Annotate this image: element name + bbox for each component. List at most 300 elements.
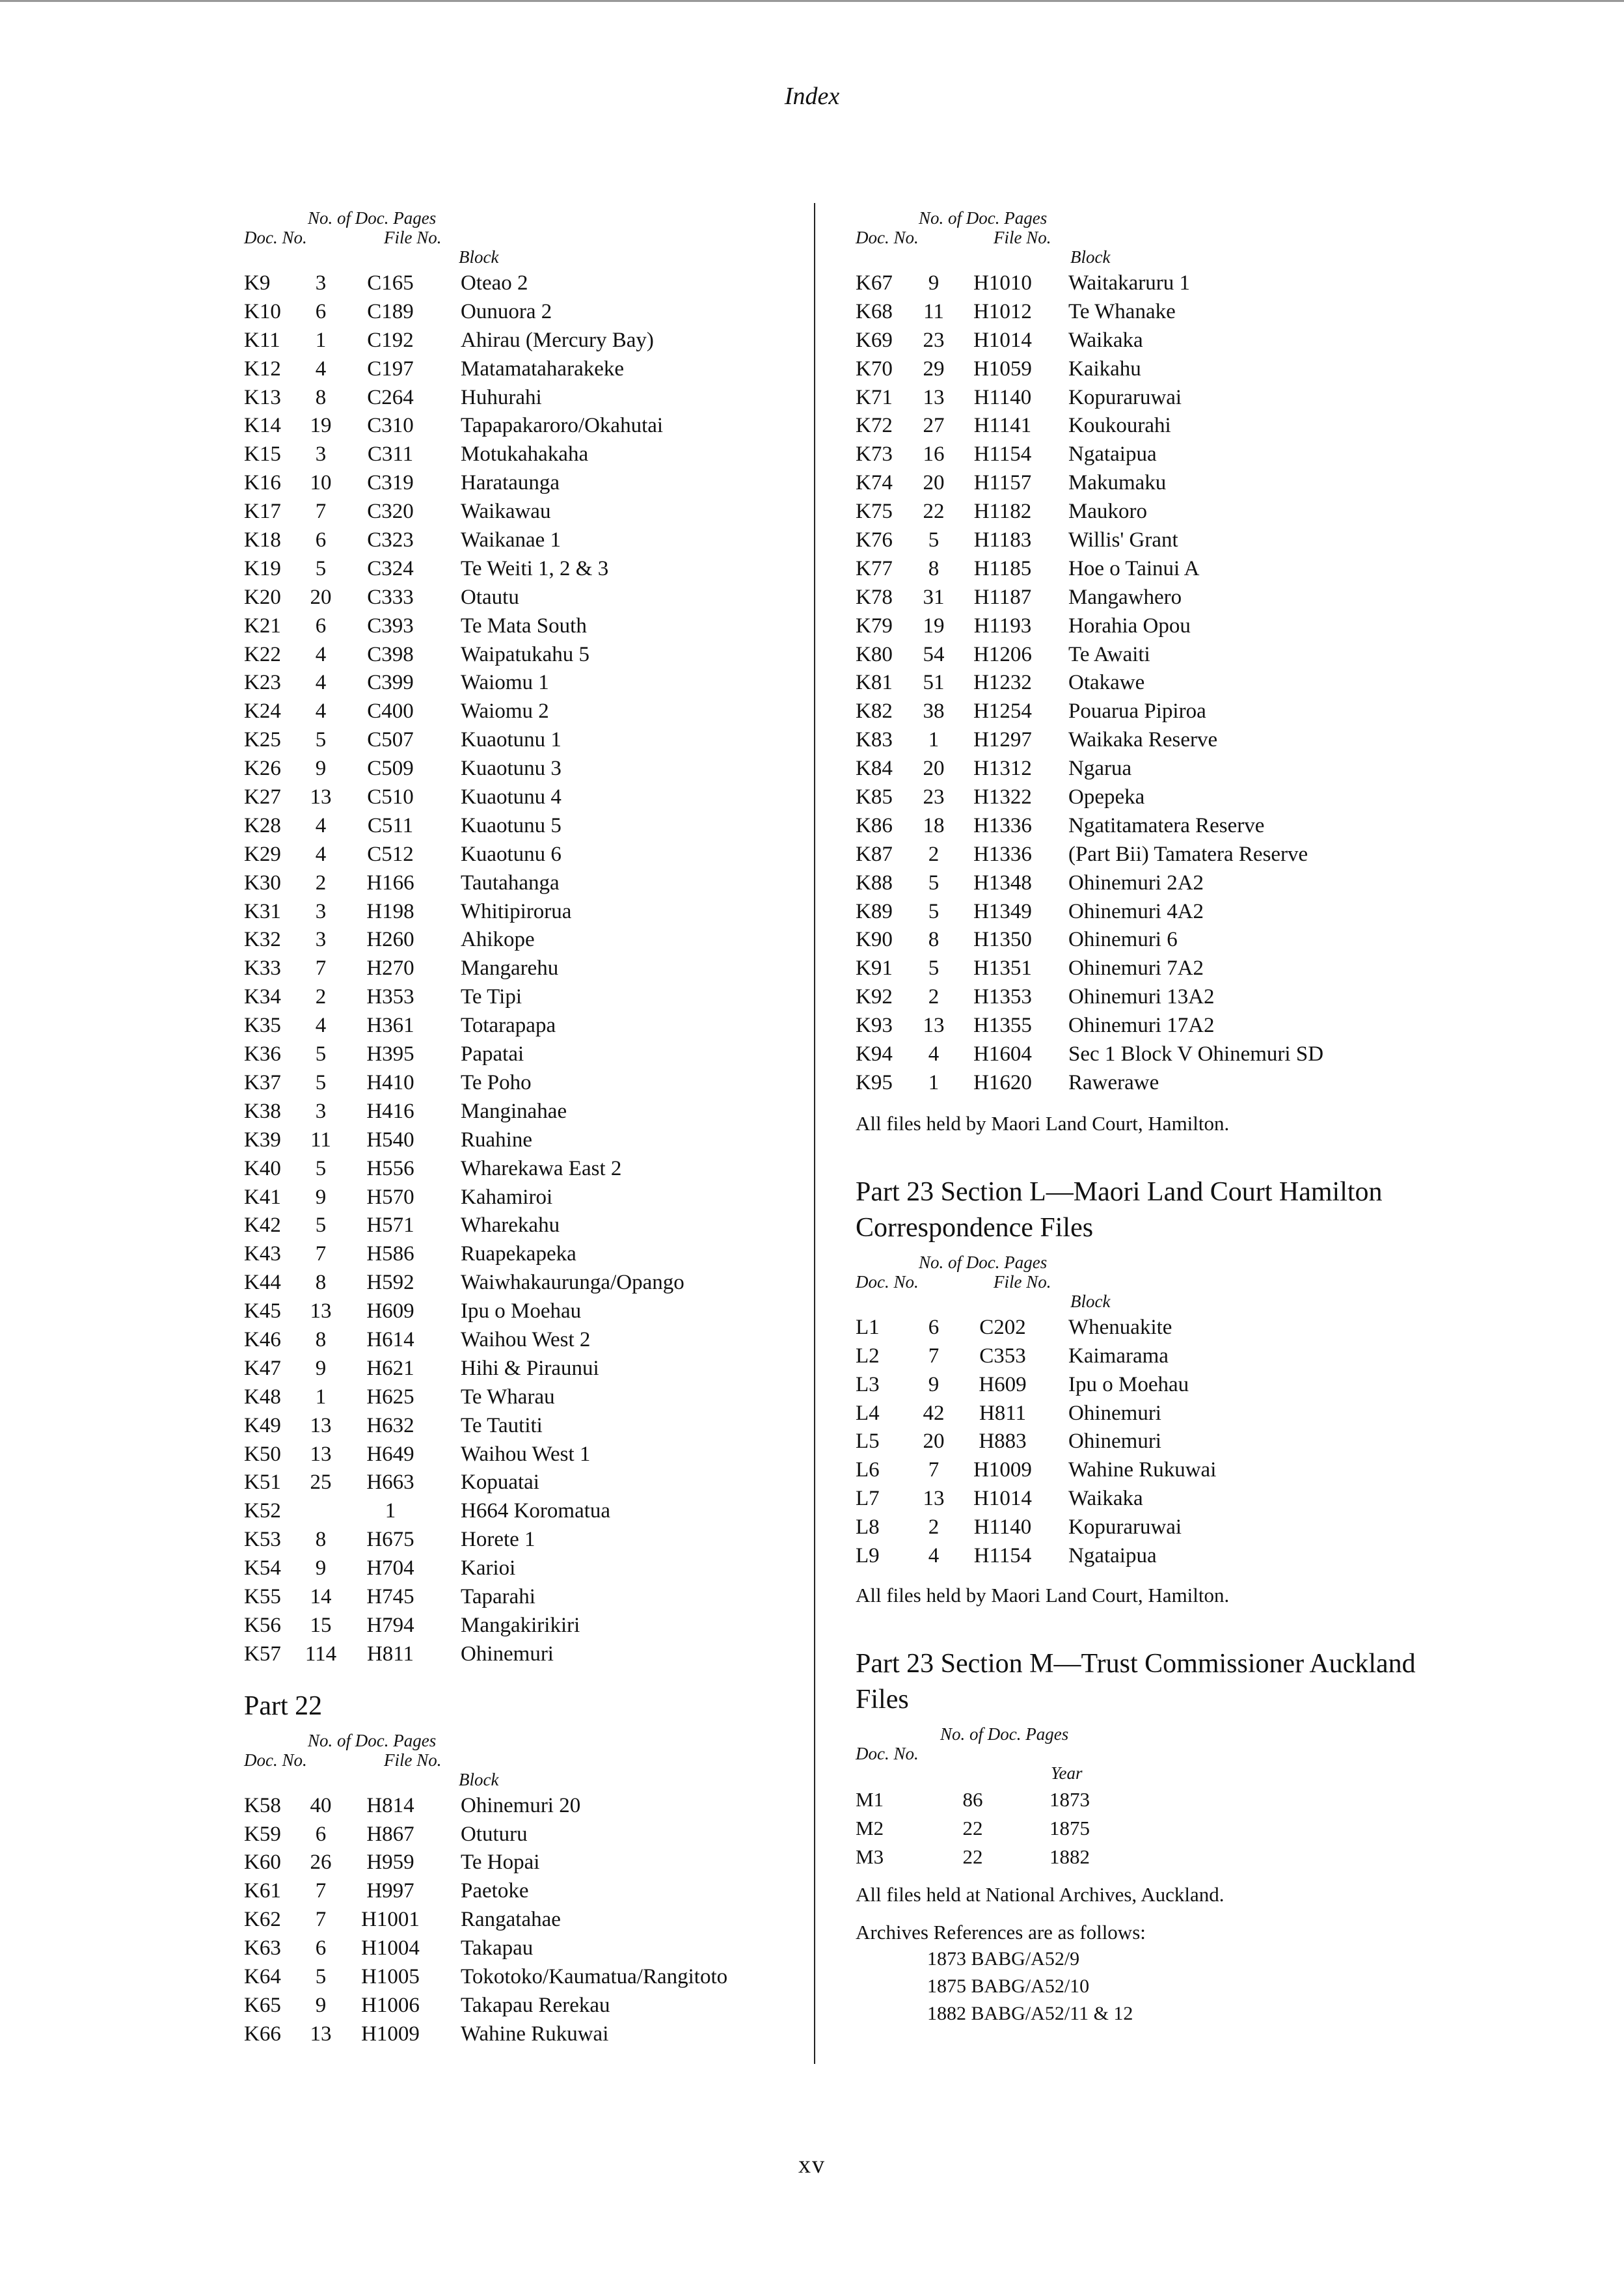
- page-count: 4: [928, 1543, 940, 1567]
- table-row: [856, 1513, 1441, 1542]
- table-row: [244, 1497, 791, 1526]
- note-l-files: All files held by Maori Land Court, Hamilton.: [856, 1583, 1230, 1607]
- block-name: Matamataharakeke: [461, 357, 625, 381]
- page-count: 114: [304, 1642, 337, 1666]
- page-count: 22: [962, 1845, 983, 1868]
- page-count: 7: [928, 1458, 940, 1482]
- block-name: Te Mata South: [461, 614, 587, 638]
- block-name: Mangarehu: [461, 956, 559, 981]
- doc-number: K71: [856, 385, 893, 409]
- file-number: C393: [367, 614, 414, 638]
- table-row: [244, 1469, 791, 1497]
- page-count: 6: [315, 614, 327, 638]
- doc-number: K31: [244, 899, 281, 923]
- block-name: Ohinemuri 13A2: [1068, 985, 1215, 1009]
- page-count: 20: [923, 1430, 945, 1454]
- block-name: Totarapapa: [461, 1014, 556, 1038]
- block-name: Te Tipi: [461, 985, 522, 1009]
- page-count: 13: [310, 785, 332, 809]
- page-count: 42: [923, 1401, 945, 1425]
- table-row: [856, 1400, 1441, 1428]
- file-number: H609: [366, 1299, 414, 1323]
- block-name: Waiomu 1: [461, 671, 549, 695]
- doc-number: M2: [856, 1816, 884, 1839]
- block-name: Wharekahu: [461, 1214, 560, 1238]
- table-row: [244, 926, 791, 955]
- file-number: H1193: [973, 614, 1032, 638]
- table-row: [244, 1934, 791, 1963]
- doc-number: K68: [856, 299, 893, 323]
- table-row: [856, 841, 1441, 869]
- block-name: Kuaotunu 6: [461, 842, 562, 866]
- page-count: 9: [315, 1556, 327, 1580]
- table-row: [244, 298, 791, 327]
- block-name: Wharekawa East 2: [461, 1156, 622, 1180]
- table-row: [244, 1212, 791, 1240]
- file-number: H704: [366, 1556, 414, 1580]
- doc-number: K67: [856, 271, 893, 295]
- block-name: Papatai: [461, 1042, 524, 1066]
- page-count: 9: [928, 1372, 940, 1396]
- page-count: 16: [923, 442, 945, 467]
- doc-number: K41: [244, 1185, 281, 1209]
- table-row: [856, 869, 1441, 898]
- page-count: 5: [928, 899, 940, 923]
- doc-number: K27: [244, 785, 281, 809]
- block-name: Willis' Grant: [1068, 528, 1178, 552]
- table-row: [244, 1906, 791, 1934]
- file-number: C264: [367, 385, 414, 409]
- table-row: [244, 469, 791, 498]
- doc-number: K60: [244, 1851, 281, 1875]
- block-name: Ohinemuri 20: [461, 1793, 581, 1817]
- page-count: 13: [310, 1299, 332, 1323]
- block-name: Ohinemuri 2A2: [1068, 871, 1204, 895]
- doc-number: K80: [856, 642, 893, 666]
- page-count: 2: [928, 1515, 940, 1539]
- file-number: H1353: [973, 985, 1032, 1009]
- table-row: [244, 1155, 791, 1184]
- doc-number: L4: [856, 1401, 880, 1425]
- table-row: [244, 526, 791, 555]
- table-row: [244, 1526, 791, 1554]
- doc-number: K10: [244, 299, 281, 323]
- doc-number: K20: [244, 585, 281, 609]
- note-k-files: All files held by Maori Land Court, Hamilton.: [856, 1111, 1230, 1135]
- table-row: [244, 983, 791, 1012]
- doc-number: K26: [244, 757, 281, 781]
- col-doc-no: Doc. No.: [856, 1271, 919, 1292]
- doc-number: K56: [244, 1613, 281, 1637]
- table-row: [244, 1583, 791, 1612]
- block-name: Waihou West 1: [461, 1442, 591, 1466]
- table-row: [856, 1843, 1441, 1871]
- page-count: 5: [315, 1042, 327, 1066]
- page-count: 4: [315, 642, 327, 666]
- table-row: [856, 755, 1441, 783]
- doc-number: L8: [856, 1515, 880, 1539]
- doc-number: K25: [244, 728, 281, 752]
- file-number: H1183: [973, 528, 1032, 552]
- block-name: Huhurahi: [461, 385, 542, 409]
- doc-number: L1: [856, 1315, 880, 1339]
- block-name: Kuaotunu 4: [461, 785, 562, 809]
- doc-number: K88: [856, 871, 893, 895]
- doc-number: K51: [244, 1471, 281, 1495]
- table-row: [244, 384, 791, 413]
- file-number: H1336: [973, 842, 1032, 866]
- file-number: H811: [979, 1401, 1027, 1425]
- file-number: C192: [367, 328, 414, 352]
- page-count: 8: [315, 1327, 327, 1351]
- file-number: C512: [367, 842, 414, 866]
- block-name: Takapau Rerekau: [461, 1993, 610, 2017]
- block-name: (Part Bii) Tamatera Reserve: [1068, 842, 1308, 866]
- doc-number: K89: [856, 899, 893, 923]
- table-row: [856, 269, 1441, 298]
- doc-number: K50: [244, 1442, 281, 1466]
- block-name: Tokotoko/Kaumatua/Rangitoto: [461, 1964, 728, 1988]
- block-name: Ruapekapeka: [461, 1242, 576, 1266]
- table-row: [244, 1992, 791, 2020]
- file-number: H1620: [973, 1070, 1032, 1094]
- block-name: Waikaka: [1068, 1487, 1143, 1511]
- file-number: H1005: [361, 1964, 420, 1988]
- doc-number: K36: [244, 1042, 281, 1066]
- doc-number: K12: [244, 357, 281, 381]
- left-column-headers: [244, 202, 791, 269]
- table-row: [244, 412, 791, 441]
- doc-number: K62: [244, 1908, 281, 1932]
- file-number: H1254: [973, 699, 1032, 724]
- part22-headers: [244, 1724, 791, 1792]
- doc-number: K23: [244, 671, 281, 695]
- block-name: Hihi & Piraunui: [461, 1356, 599, 1380]
- table-row: [244, 269, 791, 298]
- page-count: 29: [923, 357, 945, 381]
- table-row: [244, 1412, 791, 1441]
- block-name: Ngarua: [1068, 757, 1132, 781]
- block-name: Waiwhakaurunga/Opango: [461, 1271, 684, 1295]
- doc-number: K65: [244, 1993, 281, 2017]
- page-count: 9: [928, 271, 940, 295]
- file-number: C507: [367, 728, 414, 752]
- file-number: H997: [366, 1879, 414, 1903]
- doc-number: K82: [856, 699, 893, 724]
- doc-number: K18: [244, 528, 281, 552]
- file-number: C323: [367, 528, 414, 552]
- page-count: 8: [928, 928, 940, 952]
- doc-number: K55: [244, 1584, 281, 1608]
- col-pages: No. of Doc. Pages: [308, 208, 437, 228]
- table-row: [856, 469, 1441, 498]
- doc-number: K45: [244, 1299, 281, 1323]
- table-row: [244, 1554, 791, 1583]
- doc-number: K92: [856, 985, 893, 1009]
- table-row: [856, 1012, 1441, 1040]
- table-row: [856, 1069, 1441, 1098]
- file-number: H1140: [973, 385, 1032, 409]
- page-count: 6: [315, 1936, 327, 1960]
- table-row: [244, 1012, 791, 1040]
- table-row: [244, 898, 791, 927]
- block-name: Ngataipua: [1068, 442, 1157, 467]
- file-number: H1297: [973, 728, 1032, 752]
- block-name: Mangawhero: [1068, 585, 1182, 609]
- block-name: Waikaka Reserve: [1068, 728, 1218, 752]
- table-row: [244, 1877, 791, 1906]
- doc-number: K24: [244, 699, 281, 724]
- page-count: 20: [923, 757, 945, 781]
- file-number: H663: [366, 1471, 414, 1495]
- col-doc-no: Doc. No.: [856, 1743, 919, 1763]
- table-row: [856, 355, 1441, 384]
- block-name: Taparahi: [461, 1584, 535, 1608]
- doc-number: K70: [856, 357, 893, 381]
- page-count: 4: [928, 1042, 940, 1066]
- block-name: Otakawe: [1068, 671, 1145, 695]
- doc-number: K42: [244, 1214, 281, 1238]
- section-l-headers: [856, 1246, 1441, 1314]
- file-number: H260: [366, 928, 414, 952]
- doc-number: M1: [856, 1787, 884, 1811]
- col-block: Block: [459, 247, 499, 267]
- table-row: [244, 869, 791, 898]
- page-count: 19: [310, 414, 332, 438]
- page-count: 9: [315, 1356, 327, 1380]
- archive-reference: 1875 BABG/A52/10: [927, 1975, 1090, 1997]
- page-count: 86: [962, 1787, 983, 1811]
- table-row: [244, 1098, 791, 1126]
- block-name: Pouarua Pipiroa: [1068, 699, 1206, 724]
- page-count: 11: [923, 299, 944, 323]
- doc-number: K72: [856, 414, 893, 438]
- file-number: H794: [366, 1613, 414, 1637]
- file-number: H1140: [973, 1515, 1032, 1539]
- table-row: [856, 726, 1441, 755]
- file-number: H1006: [361, 1993, 420, 2017]
- file-number: H1187: [973, 585, 1032, 609]
- doc-number: K43: [244, 1242, 281, 1266]
- block-name: Te Wharau: [461, 1385, 555, 1409]
- page-count: 3: [315, 928, 327, 952]
- block-name: Opepeka: [1068, 785, 1145, 809]
- doc-number: K94: [856, 1042, 893, 1066]
- doc-number: L2: [856, 1344, 880, 1368]
- file-number: H1014: [973, 328, 1032, 352]
- file-number: H416: [366, 1099, 414, 1123]
- archives-list: [856, 1946, 1441, 2027]
- file-number: H540: [366, 1128, 414, 1152]
- col-block: Block: [459, 1769, 499, 1789]
- file-number: H867: [366, 1822, 414, 1846]
- table-row: [856, 612, 1441, 641]
- page-count: 7: [315, 500, 327, 524]
- table-row: [244, 1126, 791, 1155]
- block-name: Ngataipua: [1068, 1543, 1157, 1567]
- page-count: 5: [928, 528, 940, 552]
- doc-number: K79: [856, 614, 893, 638]
- page-count: 5: [315, 556, 327, 580]
- page-count: 4: [315, 1014, 327, 1038]
- file-number: H1182: [973, 500, 1032, 524]
- block-name: Makumaku: [1068, 471, 1167, 495]
- page-count: 1: [928, 1070, 940, 1094]
- block-name: Ohinemuri: [461, 1642, 554, 1666]
- right-table: [856, 269, 1441, 1098]
- block-name: Takapau: [461, 1936, 534, 1960]
- file-number: C320: [367, 500, 414, 524]
- page-count: 6: [315, 528, 327, 552]
- doc-number: K49: [244, 1413, 281, 1437]
- file-number: H1012: [973, 299, 1032, 323]
- table-row: [244, 1963, 791, 1992]
- table-row: [244, 1612, 791, 1640]
- table-row: [856, 526, 1441, 555]
- block-name: Maukoro: [1068, 500, 1147, 524]
- table-row: [856, 1814, 1441, 1843]
- file-number: C333: [367, 585, 414, 609]
- doc-number: K21: [244, 614, 281, 638]
- doc-number: L9: [856, 1543, 880, 1567]
- page-count: 7: [315, 1879, 327, 1903]
- page-count: 8: [315, 385, 327, 409]
- archive-reference: 1873 BABG/A52/9: [927, 1947, 1080, 1970]
- page-count: 22: [923, 500, 945, 524]
- block-name: Ipu o Moehau: [1068, 1372, 1189, 1396]
- doc-number: K93: [856, 1014, 893, 1038]
- file-number: H745: [366, 1584, 414, 1608]
- block-name: Kahamiroi: [461, 1185, 553, 1209]
- table-row: [244, 726, 791, 755]
- page-count: 25: [310, 1471, 332, 1495]
- doc-number: K19: [244, 556, 281, 580]
- page-count: 2: [928, 985, 940, 1009]
- page-count: 38: [923, 699, 945, 724]
- page-count: 5: [315, 1070, 327, 1094]
- file-number: C511: [367, 813, 414, 837]
- page-count: 8: [315, 1528, 327, 1552]
- block-name: Karioi: [461, 1556, 516, 1580]
- doc-number: K66: [244, 2022, 281, 2046]
- block-name: Kopuraruwai: [1068, 1515, 1182, 1539]
- right-column-headers: [856, 202, 1441, 269]
- file-number: C400: [367, 699, 414, 724]
- section-l-table: [856, 1314, 1441, 1571]
- doc-number: K54: [244, 1556, 281, 1580]
- table-row: [856, 898, 1441, 927]
- col-file-no: File No.: [994, 228, 1051, 247]
- page-count: 4: [315, 357, 327, 381]
- page-count: 3: [315, 442, 327, 467]
- doc-number: K87: [856, 842, 893, 866]
- table-row: [244, 1792, 791, 1821]
- doc-number: K38: [244, 1099, 281, 1123]
- doc-number: K78: [856, 585, 893, 609]
- doc-number: L7: [856, 1487, 880, 1511]
- block-name: Wahine Rukuwai: [1068, 1458, 1217, 1482]
- file-number: H1154: [973, 1543, 1032, 1567]
- table-row: [244, 1297, 791, 1326]
- file-number: H1014: [973, 1487, 1032, 1511]
- file-number: H1010: [973, 271, 1032, 295]
- file-number: H1009: [973, 1458, 1032, 1482]
- file-number: H361: [366, 1014, 414, 1038]
- file-number: C510: [367, 785, 414, 809]
- col-block: Block: [1070, 1291, 1111, 1311]
- page-count: 3: [315, 271, 327, 295]
- file-number: H586: [366, 1242, 414, 1266]
- file-number: H1141: [973, 414, 1032, 438]
- doc-number: K35: [244, 1014, 281, 1038]
- table-row: [856, 555, 1441, 584]
- page-count: 1: [928, 728, 940, 752]
- page-count: 54: [923, 642, 945, 666]
- col-doc-no: Doc. No.: [244, 228, 307, 247]
- file-number: H571: [366, 1214, 414, 1238]
- doc-number: K52: [244, 1499, 281, 1523]
- block-name: Rangatahae: [461, 1908, 561, 1932]
- section-m-table: [856, 1785, 1441, 1871]
- block-name: Kopuatai: [461, 1471, 539, 1495]
- block-name: Te Awaiti: [1068, 642, 1150, 666]
- table-row: [244, 1383, 791, 1412]
- file-number: H1154: [973, 442, 1032, 467]
- file-number: H1157: [973, 471, 1032, 495]
- doc-number: K61: [244, 1879, 281, 1903]
- page-count: 18: [923, 813, 945, 837]
- page-count: 9: [315, 1993, 327, 2017]
- file-number: C399: [367, 671, 414, 695]
- block-name: Whitipirorua: [461, 899, 572, 923]
- table-row: [856, 1485, 1441, 1513]
- page-count: 4: [315, 671, 327, 695]
- table-row: [856, 584, 1441, 612]
- file-number: C311: [367, 442, 414, 467]
- file-number: H1232: [973, 671, 1032, 695]
- file-number: C197: [367, 357, 414, 381]
- block-name: Waikanae 1: [461, 528, 562, 552]
- doc-number: K76: [856, 528, 893, 552]
- page-count: 15: [310, 1613, 332, 1637]
- doc-number: M3: [856, 1845, 884, 1868]
- table-row: [244, 698, 791, 726]
- table-row: [856, 441, 1441, 469]
- table-row: [244, 612, 791, 641]
- table-row: [244, 355, 791, 384]
- page-count: 4: [315, 842, 327, 866]
- file-number: H1349: [973, 899, 1032, 923]
- doc-number: K14: [244, 414, 281, 438]
- doc-number: K16: [244, 471, 281, 495]
- page-count: 6: [315, 1822, 327, 1846]
- page-count: 20: [923, 471, 945, 495]
- file-number: H556: [366, 1156, 414, 1180]
- doc-number: K34: [244, 985, 281, 1009]
- table-row: [856, 1428, 1441, 1456]
- section-l-title: Part 23 Section L—Maori Land Court Hamilton Correspondence Files: [856, 1176, 1383, 1243]
- file-number: H570: [366, 1185, 414, 1209]
- file-number: H1206: [973, 642, 1032, 666]
- doc-number: K15: [244, 442, 281, 467]
- page-count: 3: [315, 1099, 327, 1123]
- year: 1873: [1049, 1787, 1090, 1811]
- table-row: [244, 1240, 791, 1269]
- page-count: 20: [310, 585, 332, 609]
- doc-number: K58: [244, 1793, 281, 1817]
- table-row: [856, 926, 1441, 955]
- page-count: 3: [315, 899, 327, 923]
